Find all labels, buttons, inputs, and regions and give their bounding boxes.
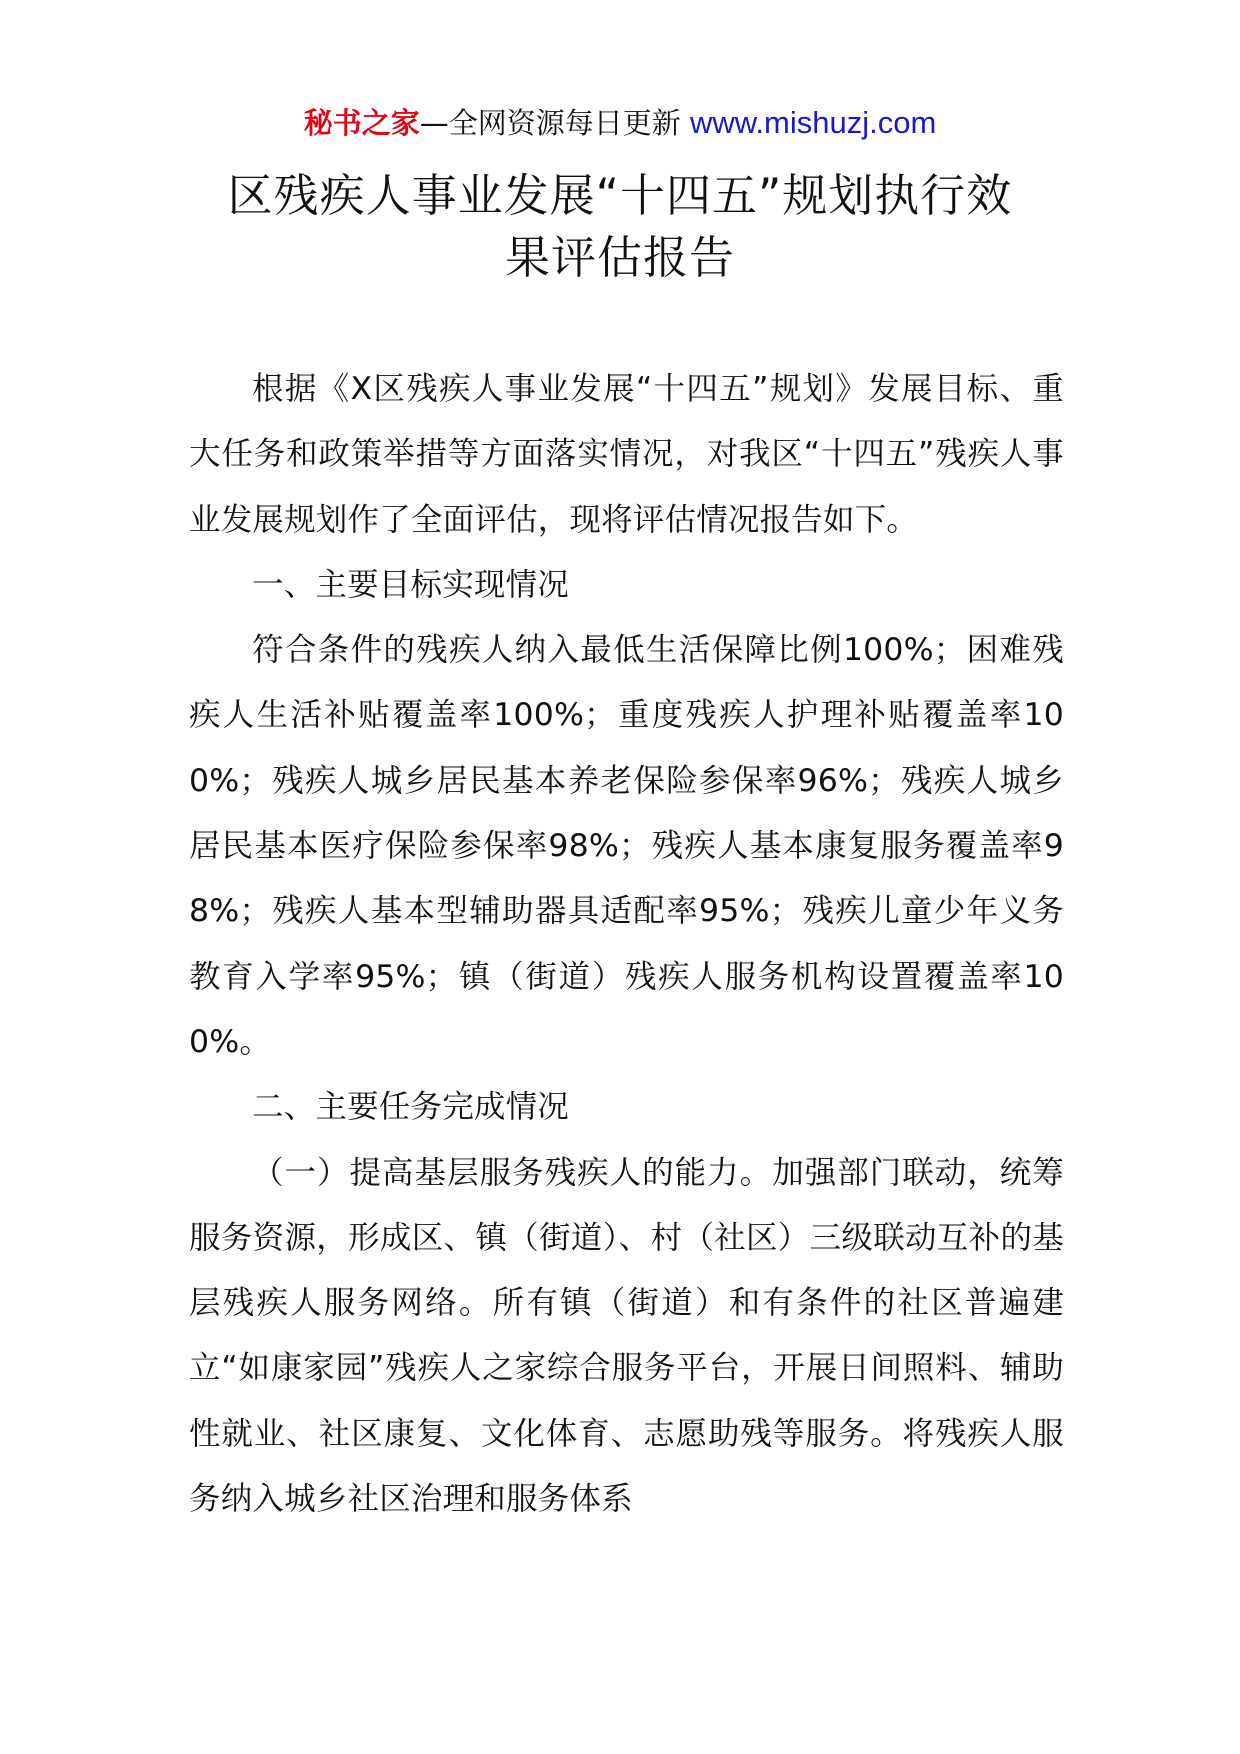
site-url-link[interactable]: www.mishuzj.com (689, 105, 937, 140)
document-title-line-2: 果评估报告 (504, 231, 735, 284)
header-tagline: —全网资源每日更新 (419, 106, 690, 140)
brand-name: 秘书之家 (303, 106, 420, 140)
document-body (189, 357, 1064, 1532)
tasks-paragraph-1: （一）提高基层服务残疾人的能力。加强部门联动，统筹服务资源，形成区、镇（街道）、村（社区）三级联动互补的基层残疾人服务网络。所有镇（街道）和有条件的社区普遍建立“如康家园”残疾人之家综合服务平台，开展日间照料、辅助性就业、社区康复、文化体育、志愿助残等服务。将残疾人服务纳入城乡社区治理和服务体系 (189, 1154, 1064, 1518)
document-title (150, 165, 1090, 289)
document-title-line-1: 区残疾人事业发展“十四五”规划执行效 (227, 169, 1013, 222)
watermark-header (0, 103, 1240, 143)
section-heading-targets: 一、主要目标实现情况 (252, 566, 570, 603)
intro-paragraph: 根据《X区残疾人事业发展“十四五”规划》发展目标、重大任务和政策举措等方面落实情况，对我区“十四五”残疾人事业发展规划作了全面评估，现将评估情况报告如下。 (189, 371, 1064, 538)
targets-paragraph: 符合条件的残疾人纳入最低生活保障比例100%；困难残疾人生活补贴覆盖率100%；重度残疾人护理补贴覆盖率100%；残疾人城乡居民基本养老保险参保率96%；残疾人城乡居民基本医疗保险参保率98%；残疾人基本康复服务覆盖率98%；残疾人基本型辅助器具适配率95%；残疾儿童少年义务教育入学率95%；镇（街道）残疾人服务机构设置覆盖率100%。 (189, 632, 1064, 1060)
section-heading-tasks: 二、主要任务完成情况 (252, 1089, 570, 1126)
